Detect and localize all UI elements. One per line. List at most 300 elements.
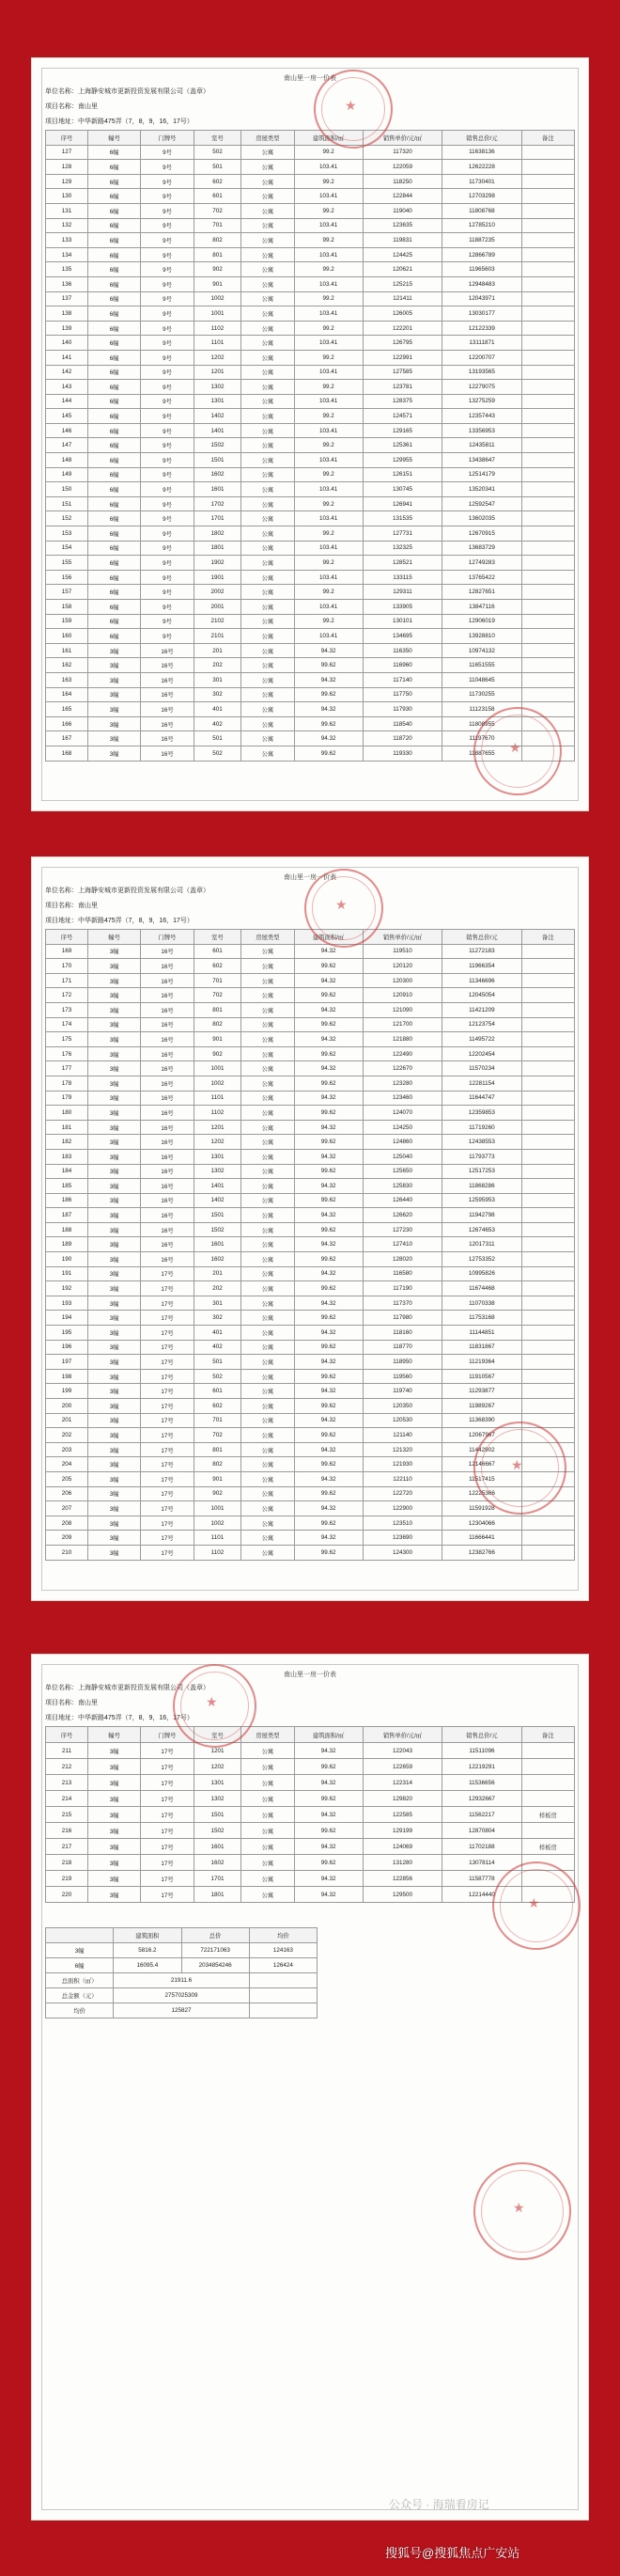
- table-cell: 6幢: [88, 336, 141, 351]
- table-cell: 103.41: [294, 511, 363, 526]
- table-cell: 3幢: [88, 1516, 141, 1531]
- table-cell: 124250: [363, 1120, 442, 1135]
- seal-star-icon: ★: [513, 2200, 525, 2215]
- table-cell: 公寓: [241, 1340, 294, 1355]
- table-row: [46, 658, 575, 673]
- table-cell: 160: [46, 629, 88, 644]
- table-cell: 117750: [363, 687, 442, 702]
- table-cell: 218: [46, 1855, 88, 1871]
- table-cell: 122110: [363, 1471, 442, 1486]
- table-cell: [521, 600, 574, 615]
- table-cell: 9号: [141, 203, 194, 218]
- table-cell: 184: [46, 1164, 88, 1179]
- table-cell: 94.32: [294, 1839, 363, 1855]
- table-cell: 公寓: [241, 526, 294, 542]
- table-cell: 12146667: [442, 1457, 521, 1472]
- table-cell: 公寓: [241, 1823, 294, 1839]
- table-cell: 3幢: [88, 1471, 141, 1486]
- table-cell: 201: [194, 643, 241, 658]
- table-cell: 180: [46, 1106, 88, 1121]
- table-cell: 9号: [141, 423, 194, 438]
- table-cell: [521, 321, 574, 336]
- table-cell: 3幢: [88, 687, 141, 702]
- summary-total-label: 总金额（元）: [46, 1988, 114, 2003]
- table-cell: 94.32: [294, 1091, 363, 1106]
- table-cell: 11421209: [442, 1002, 521, 1017]
- table-cell: 11511096: [442, 1743, 521, 1759]
- table-cell: 702: [194, 1428, 241, 1443]
- project-name-label: 项目名称：: [45, 103, 78, 110]
- table-cell: 117190: [363, 1281, 442, 1296]
- table-cell: 17号: [141, 1471, 194, 1486]
- column-header: 销售总价/元: [442, 930, 521, 945]
- table-cell: 802: [194, 1017, 241, 1032]
- table-cell: 9号: [141, 247, 194, 262]
- table-cell: 402: [194, 716, 241, 731]
- table-row: [46, 1516, 575, 1531]
- table-cell: [521, 1775, 574, 1791]
- table-cell: 801: [194, 1002, 241, 1017]
- table-cell: 121140: [363, 1428, 442, 1443]
- table-cell: [521, 1369, 574, 1384]
- table-cell: 16号: [141, 658, 194, 673]
- table-cell: 103.41: [294, 276, 363, 291]
- table-cell: 公寓: [241, 1017, 294, 1032]
- column-header: 建筑面积/㎡: [294, 1727, 363, 1743]
- table-cell: [521, 614, 574, 629]
- table-cell: 3幢: [88, 1076, 141, 1091]
- table-cell: 9号: [141, 453, 194, 468]
- table-cell: 公寓: [241, 1855, 294, 1871]
- table-cell: [521, 160, 574, 175]
- table-cell: 9号: [141, 262, 194, 277]
- table-cell: 13520341: [442, 482, 521, 497]
- table-cell: 130745: [363, 482, 442, 497]
- unit-label: 单位名称：: [45, 88, 78, 95]
- table-cell: [521, 526, 574, 542]
- table-cell: 1002: [194, 291, 241, 306]
- table-cell: 99.2: [294, 585, 363, 600]
- table-cell: 122991: [363, 350, 442, 365]
- table-cell: 17号: [141, 1871, 194, 1887]
- table-cell: 118720: [363, 731, 442, 746]
- summary-total-label: 总面积（㎡）: [46, 1973, 114, 1988]
- table-row: [46, 394, 575, 409]
- table-cell: 公寓: [241, 585, 294, 600]
- table-cell: 17号: [141, 1791, 194, 1807]
- table-cell: 公寓: [241, 1120, 294, 1135]
- table-cell: 6幢: [88, 276, 141, 291]
- table-row: [46, 1149, 575, 1164]
- table-row: [46, 541, 575, 556]
- table-cell: 201: [194, 1266, 241, 1281]
- table-row: [46, 672, 575, 687]
- table-cell: 3幢: [88, 658, 141, 673]
- table-cell: [521, 1516, 574, 1531]
- table-cell: 公寓: [241, 394, 294, 409]
- table-cell: 127410: [363, 1237, 442, 1252]
- table-cell: 样板房: [521, 1839, 574, 1855]
- table-cell: 185: [46, 1179, 88, 1194]
- table-cell: 133115: [363, 570, 442, 585]
- table-cell: 172: [46, 988, 88, 1003]
- table-cell: 16号: [141, 746, 194, 761]
- table-row: [46, 218, 575, 233]
- table-cell: 6幢: [88, 394, 141, 409]
- table-cell: 13847116: [442, 600, 521, 615]
- table-cell: 2102: [194, 614, 241, 629]
- table-cell: 17号: [141, 1807, 194, 1823]
- address-label: 项目地址：: [45, 118, 78, 125]
- table-row: [46, 1311, 575, 1326]
- table-cell: 公寓: [241, 1369, 294, 1384]
- column-header: 幢号: [88, 131, 141, 146]
- table-cell: 3幢: [88, 1428, 141, 1443]
- table-row: [46, 959, 575, 974]
- table-cell: 13928810: [442, 629, 521, 644]
- table-cell: 9号: [141, 614, 194, 629]
- table-row: [46, 1046, 575, 1061]
- table-cell: 9号: [141, 380, 194, 395]
- table-cell: 17号: [141, 1743, 194, 1759]
- table-cell: 12514179: [442, 467, 521, 482]
- table-cell: 187: [46, 1208, 88, 1223]
- table-cell: 6幢: [88, 467, 141, 482]
- column-header: 建筑面积/㎡: [294, 930, 363, 945]
- table-cell: 3幢: [88, 1017, 141, 1032]
- table-cell: 9号: [141, 629, 194, 644]
- table-cell: 123781: [363, 380, 442, 395]
- table-cell: 195: [46, 1326, 88, 1341]
- table-cell: 11793773: [442, 1149, 521, 1164]
- table-cell: [521, 1222, 574, 1237]
- table-cell: 11644747: [442, 1091, 521, 1106]
- table-cell: 17号: [141, 1442, 194, 1457]
- table-cell: 1501: [194, 1208, 241, 1223]
- table-cell: [521, 1193, 574, 1208]
- table-cell: 205: [46, 1471, 88, 1486]
- table-cell: 602: [194, 174, 241, 189]
- summary-empty-cell: [249, 2003, 317, 2018]
- table-cell: 11887655: [442, 746, 521, 761]
- summary-total-value: 2757025309: [114, 1988, 250, 2003]
- table-cell: 126440: [363, 1193, 442, 1208]
- table-cell: 3幢: [88, 1457, 141, 1472]
- table-cell: 138: [46, 306, 88, 322]
- table-cell: [521, 658, 574, 673]
- table-cell: 公寓: [241, 1384, 294, 1399]
- table-cell: 17号: [141, 1413, 194, 1428]
- table-cell: 公寓: [241, 262, 294, 277]
- seal-star-icon: ★: [509, 740, 521, 755]
- table-row: [46, 233, 575, 248]
- table-row: [46, 1413, 575, 1428]
- column-header: 销售单价/元/㎡: [363, 1727, 442, 1743]
- table-cell: 165: [46, 702, 88, 717]
- table-cell: 208: [46, 1516, 88, 1531]
- table-cell: 6幢: [88, 496, 141, 511]
- table-cell: 公寓: [241, 672, 294, 687]
- table-cell: 502: [194, 1369, 241, 1384]
- table-cell: 99.2: [294, 174, 363, 189]
- table-cell: 3幢: [88, 1032, 141, 1047]
- table-cell: 99.62: [294, 1545, 363, 1560]
- table-cell: 公寓: [241, 438, 294, 453]
- table-row: [46, 1355, 575, 1370]
- document-title: 南山里一房一价表: [284, 874, 336, 881]
- table-cell: 301: [194, 672, 241, 687]
- table-cell: 152: [46, 511, 88, 526]
- table-cell: 6幢: [88, 614, 141, 629]
- table-cell: 94.32: [294, 1032, 363, 1047]
- table-cell: 6幢: [88, 365, 141, 380]
- table-cell: 16号: [141, 702, 194, 717]
- column-header: 销售总价/元: [442, 131, 521, 146]
- table-cell: [521, 394, 574, 409]
- table-cell: 130101: [363, 614, 442, 629]
- table-cell: 203: [46, 1442, 88, 1457]
- table-cell: 1002: [194, 1076, 241, 1091]
- table-header-row: [46, 1727, 575, 1743]
- summary-cell: 6幢: [46, 1958, 114, 1973]
- table-cell: 12595953: [442, 1193, 521, 1208]
- table-row: [46, 496, 575, 511]
- table-cell: 3幢: [88, 702, 141, 717]
- table-cell: 9号: [141, 336, 194, 351]
- table-cell: 118250: [363, 174, 442, 189]
- table-cell: 94.32: [294, 1887, 363, 1903]
- table-cell: 117140: [363, 672, 442, 687]
- table-cell: 12932667: [442, 1791, 521, 1807]
- table-cell: 12703298: [442, 189, 521, 204]
- table-cell: 2002: [194, 585, 241, 600]
- table-cell: 12214440: [442, 1887, 521, 1903]
- table-cell: 3幢: [88, 1046, 141, 1061]
- table-cell: 161: [46, 643, 88, 658]
- table-cell: 1302: [194, 1791, 241, 1807]
- price-list-page-1: [32, 58, 588, 810]
- table-cell: 3幢: [88, 672, 141, 687]
- table-cell: 17号: [141, 1855, 194, 1871]
- table-cell: 12517253: [442, 1164, 521, 1179]
- table-cell: 103.41: [294, 541, 363, 556]
- table-cell: 11651555: [442, 658, 521, 673]
- table-row: [46, 1296, 575, 1311]
- table-cell: 182: [46, 1135, 88, 1150]
- table-cell: 171: [46, 973, 88, 988]
- table-cell: 179: [46, 1091, 88, 1106]
- table-cell: 191: [46, 1266, 88, 1281]
- table-cell: [521, 1135, 574, 1150]
- table-cell: 215: [46, 1807, 88, 1823]
- table-cell: 1001: [194, 1501, 241, 1516]
- table-cell: 145: [46, 409, 88, 424]
- table-cell: [521, 1164, 574, 1179]
- table-cell: 公寓: [241, 1399, 294, 1414]
- table-cell: 1401: [194, 423, 241, 438]
- table-cell: 公寓: [241, 643, 294, 658]
- table-cell: [521, 1106, 574, 1121]
- table-cell: 16号: [141, 1179, 194, 1194]
- table-cell: 94.32: [294, 1266, 363, 1281]
- table-cell: 302: [194, 687, 241, 702]
- table-cell: 1502: [194, 438, 241, 453]
- table-cell: 11965603: [442, 262, 521, 277]
- summary-row: [46, 1943, 318, 1958]
- table-cell: [521, 262, 574, 277]
- table-cell: 16号: [141, 973, 194, 988]
- table-cell: 99.2: [294, 233, 363, 248]
- table-cell: 16号: [141, 1193, 194, 1208]
- table-cell: [521, 1759, 574, 1775]
- table-cell: 公寓: [241, 306, 294, 322]
- table-cell: 11517415: [442, 1471, 521, 1486]
- table-cell: [521, 1823, 574, 1839]
- table-cell: 6幢: [88, 570, 141, 585]
- table-cell: 901: [194, 1471, 241, 1486]
- table-row: [46, 511, 575, 526]
- table-row: [46, 1759, 575, 1775]
- project-address-line: [45, 916, 194, 925]
- table-cell: 公寓: [241, 336, 294, 351]
- summary-cell: 5816.2: [114, 1943, 181, 1958]
- unit-name: 上海静安城市更新投资发展有限公司（盖章）: [78, 1685, 209, 1691]
- table-cell: 139: [46, 321, 88, 336]
- table-cell: 217: [46, 1839, 88, 1855]
- table-cell: 公寓: [241, 350, 294, 365]
- table-cell: 公寓: [241, 1791, 294, 1807]
- table-row: [46, 262, 575, 277]
- column-header: 幢号: [88, 930, 141, 945]
- price-table-page-3: [45, 1726, 575, 1903]
- table-cell: 公寓: [241, 1471, 294, 1486]
- table-cell: 121320: [363, 1442, 442, 1457]
- table-cell: [521, 365, 574, 380]
- table-cell: 6幢: [88, 482, 141, 497]
- table-cell: 公寓: [241, 1032, 294, 1047]
- table-cell: 3幢: [88, 1545, 141, 1560]
- table-cell: 149: [46, 467, 88, 482]
- summary-total-value: 125827: [114, 2003, 250, 2018]
- table-cell: 12438553: [442, 1135, 521, 1150]
- project-name-line: [45, 1698, 98, 1707]
- table-cell: [521, 218, 574, 233]
- table-cell: 801: [194, 1442, 241, 1457]
- table-cell: 3幢: [88, 1296, 141, 1311]
- table-cell: 9号: [141, 394, 194, 409]
- table-cell: 120120: [363, 959, 442, 974]
- table-cell: 94.32: [294, 1149, 363, 1164]
- table-cell: 94.32: [294, 1471, 363, 1486]
- table-cell: 1902: [194, 556, 241, 571]
- table-cell: 143: [46, 380, 88, 395]
- table-row: [46, 365, 575, 380]
- table-cell: 12123754: [442, 1017, 521, 1032]
- table-cell: 1301: [194, 394, 241, 409]
- table-cell: 3幢: [88, 1791, 141, 1807]
- table-cell: 公寓: [241, 1266, 294, 1281]
- table-cell: 6幢: [88, 556, 141, 571]
- summary-empty-cell: [249, 1988, 317, 2003]
- table-cell: 402: [194, 1340, 241, 1355]
- table-cell: 103.41: [294, 336, 363, 351]
- table-cell: 公寓: [241, 1807, 294, 1823]
- table-cell: 17号: [141, 1516, 194, 1531]
- column-header: 房屋类型: [241, 131, 294, 146]
- table-cell: 401: [194, 1326, 241, 1341]
- table-cell: 214: [46, 1791, 88, 1807]
- table-cell: 122856: [363, 1871, 442, 1887]
- table-cell: 901: [194, 276, 241, 291]
- table-cell: 16号: [141, 1237, 194, 1252]
- table-cell: 17号: [141, 1457, 194, 1472]
- table-cell: 10995826: [442, 1266, 521, 1281]
- table-cell: 公寓: [241, 1149, 294, 1164]
- table-cell: 13030177: [442, 306, 521, 322]
- table-cell: 212: [46, 1759, 88, 1775]
- table-cell: 163: [46, 672, 88, 687]
- table-cell: 131280: [363, 1855, 442, 1871]
- column-header: 房屋类型: [241, 1727, 294, 1743]
- table-cell: 122585: [363, 1807, 442, 1823]
- table-cell: 3幢: [88, 716, 141, 731]
- table-cell: 9号: [141, 160, 194, 175]
- table-cell: 94.32: [294, 702, 363, 717]
- table-cell: 公寓: [241, 1164, 294, 1179]
- table-cell: 公寓: [241, 1193, 294, 1208]
- table-row: [46, 1871, 575, 1887]
- table-header-row: [46, 930, 575, 945]
- price-list-page-3: [32, 1655, 588, 2520]
- table-cell: 3幢: [88, 1399, 141, 1414]
- table-cell: 11910567: [442, 1369, 521, 1384]
- project-address-line: [45, 1713, 194, 1722]
- table-cell: 11638136: [442, 145, 521, 160]
- table-cell: 3幢: [88, 1106, 141, 1121]
- table-cell: 6幢: [88, 453, 141, 468]
- table-cell: 17号: [141, 1355, 194, 1370]
- table-cell: 902: [194, 1046, 241, 1061]
- table-cell: [521, 1384, 574, 1399]
- table-cell: 9号: [141, 496, 194, 511]
- project-name: 南山里: [78, 1700, 98, 1706]
- table-cell: 123690: [363, 1531, 442, 1546]
- table-cell: 144: [46, 394, 88, 409]
- project-address: 中华新路475弄（7，8，9，16，17号）: [78, 918, 194, 924]
- table-cell: 公寓: [241, 1237, 294, 1252]
- watermark-grey: 公众号 · 海瑞看房记: [389, 2498, 489, 2511]
- table-cell: 公寓: [241, 1311, 294, 1326]
- seal-star-icon: ★: [206, 1694, 218, 1709]
- table-cell: 199: [46, 1384, 88, 1399]
- table-cell: 94.32: [294, 672, 363, 687]
- table-cell: 16号: [141, 1222, 194, 1237]
- table-cell: 12670915: [442, 526, 521, 542]
- table-cell: 1401: [194, 1179, 241, 1194]
- table-cell: 公寓: [241, 1061, 294, 1076]
- table-cell: 公寓: [241, 1106, 294, 1121]
- table-cell: 99.62: [294, 1252, 363, 1267]
- table-cell: 9号: [141, 438, 194, 453]
- table-cell: [521, 944, 574, 959]
- table-cell: 11587778: [442, 1871, 521, 1887]
- table-cell: 118770: [363, 1340, 442, 1355]
- table-row: [46, 1179, 575, 1194]
- table-cell: 11495722: [442, 1032, 521, 1047]
- table-cell: 94.32: [294, 1775, 363, 1791]
- table-cell: 6幢: [88, 145, 141, 160]
- table-cell: 公寓: [241, 1281, 294, 1296]
